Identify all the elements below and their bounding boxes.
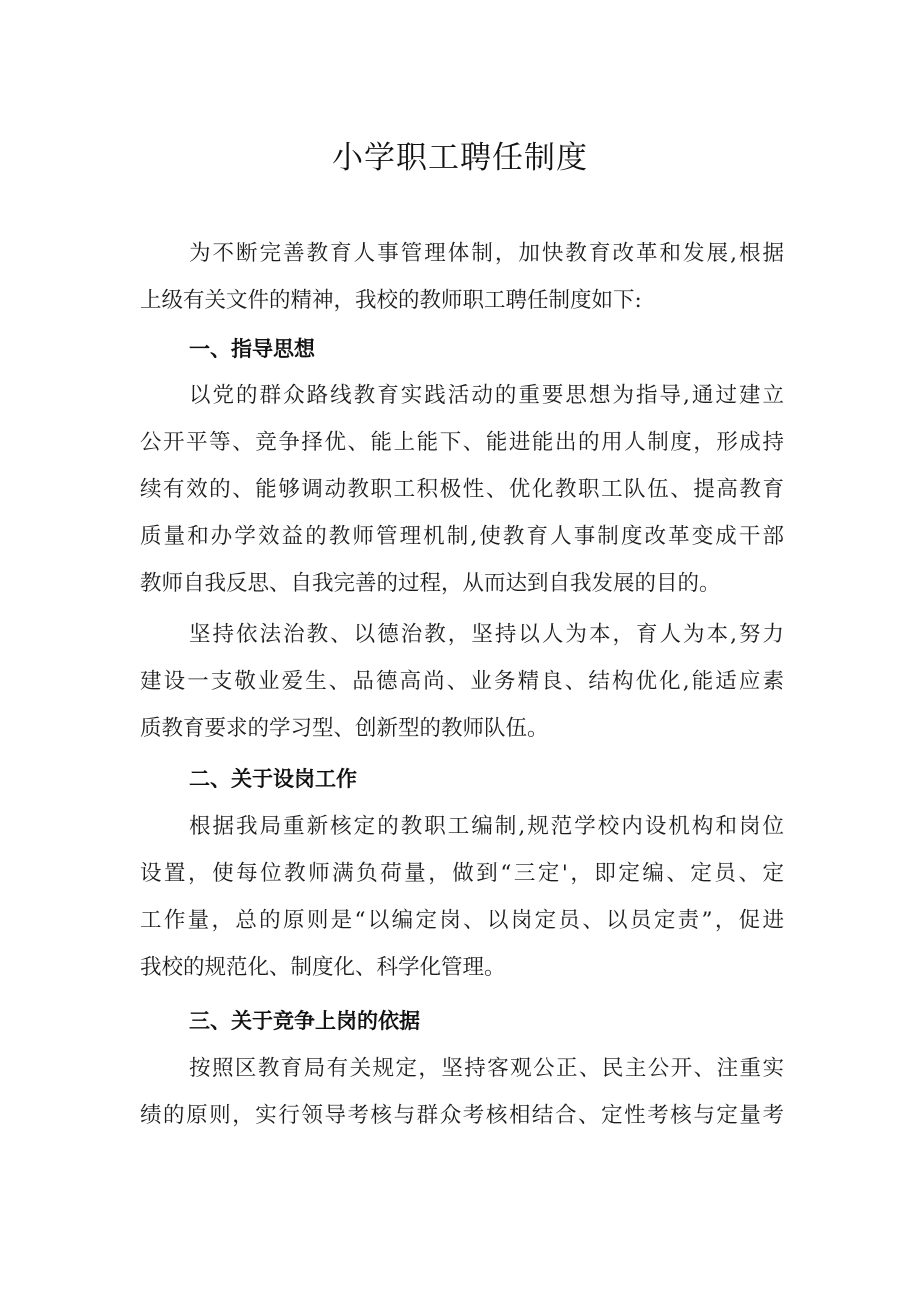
section-heading-1: [140, 326, 784, 372]
s3-line-2: 绩的原则，实行领导考核与群众考核相结合、定性考核与定量考: [140, 1103, 784, 1128]
intro-line-2: 上级有关文件的精神，我校的教师职工聘任制度如下:: [140, 288, 642, 313]
s1p1-line-2: 公开平等、竞争择优、能上能下、能进能出的用人制度，形成持: [140, 430, 784, 455]
document-title: 小学职工聘任制度: [332, 140, 588, 176]
intro-paragraph: [140, 230, 784, 324]
s1p1-line-3: 续有效的、能够调动教职工积极性、优化教职工队伍、提高教育: [140, 477, 784, 502]
section-1-paragraph-2: [140, 611, 784, 752]
s3-line-1: 按照区教育局有关规定，坚持客观公正、民主公开、注重实: [189, 1056, 784, 1081]
section-1-heading-text: 一、指导思想: [189, 337, 315, 361]
section-heading-3: [140, 998, 784, 1044]
s2-line-2: 设置，使每位教师满负荷量，做到“三定'，即定编、定员、定: [140, 861, 784, 886]
s2-line-3: 工作量，总的原则是“以编定岗、以岗定员、以员定责”，促进: [140, 908, 784, 933]
section-heading-2: [140, 756, 784, 802]
section-3-paragraph: [140, 1045, 784, 1139]
s1p2-line-1: 坚持依法治教、以德治教，坚持以人为本，育人为本,努力: [189, 622, 784, 647]
s2-line-1: 根据我局重新核定的教职工编制,规范学校内设机构和岗位: [189, 814, 784, 839]
s1p1-line-1: 以党的群众路线教育实践活动的重要思想为指导,通过建立: [189, 383, 784, 408]
section-2-heading-text: 二、关于设岗工作: [189, 767, 357, 791]
s1p1-line-4: 质量和办学效益的教师管理机制,使教育人事制度改革变成干部: [140, 524, 784, 549]
s2-line-4: 我校的规范化、制度化、科学化管理。: [140, 955, 506, 980]
section-3-heading-text: 三、关于竞争上岗的依据: [189, 1009, 420, 1033]
s1p2-line-2: 建设一支敬业爱生、品德高尚、业务精良、结构优化,能适应素: [140, 669, 784, 694]
s1p1-line-5: 教师自我反思、自我完善的过程，从而达到自我发展的目的。: [140, 571, 721, 596]
s1p2-line-3: 质教育要求的学习型、创新型的教师队伍。: [140, 716, 549, 741]
section-2-paragraph: [140, 803, 784, 991]
intro-line-1: 为不断完善教育人事管理体制，加快教育改革和发展,根据: [189, 241, 784, 266]
section-1-paragraph-1: [140, 372, 784, 607]
